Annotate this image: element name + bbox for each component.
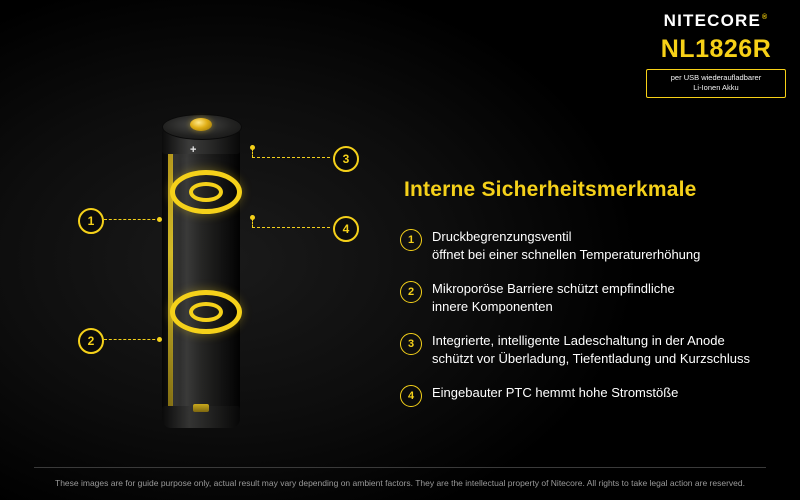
product-subtitle-line2: Li-Ionen Akku [693, 83, 739, 93]
product-subtitle [646, 69, 786, 98]
feature-number-3: 3 [400, 333, 422, 355]
leader-line-1 [104, 219, 160, 220]
footer-divider [34, 467, 766, 468]
callout-badge-3: 3 [333, 146, 359, 172]
leader-line-4 [252, 227, 330, 228]
leader-line-3 [252, 157, 330, 158]
battery-positive-button-icon [190, 118, 212, 131]
footer-disclaimer: These images are for guide purpose only, actual result may vary depending on ambient factors. They are the intellectual property of Nitecore. All rights to take legal action are reserved. [55, 478, 745, 488]
callout-badge-1: 1 [78, 208, 104, 234]
feature-text-4 [432, 384, 678, 402]
feature-item-4 [400, 384, 780, 407]
callout-badge-4: 4 [333, 216, 359, 242]
feature-4-line1: Eingebauter PTC hemmt hohe Stromstöße [432, 385, 679, 401]
feature-item-3 [400, 332, 780, 367]
leader-dot-3 [250, 145, 255, 150]
feature-text-2 [432, 280, 675, 315]
feature-number-4: 4 [400, 385, 422, 407]
battery-yellow-stripe [168, 138, 173, 426]
feature-text-3 [432, 332, 750, 367]
battery-plus-label: + [190, 144, 197, 156]
leader-dot-1 [157, 217, 162, 222]
feature-3-line1: Integrierte, intelligente Ladeschaltung in der Anode [432, 333, 725, 349]
feature-item-2 [400, 280, 780, 315]
product-subtitle-line1: per USB wiederaufladbarer [670, 73, 762, 82]
feature-number-1: 1 [400, 229, 422, 251]
leader-line-2 [104, 339, 160, 340]
callout-badge-2: 2 [78, 328, 104, 354]
feature-number-2: 2 [400, 281, 422, 303]
feature-3-line2: schützt vor Überladung, Tiefentladung und Kurzschluss [432, 350, 750, 366]
safety-ring-lower-icon [170, 290, 242, 334]
features-panel [400, 178, 780, 424]
product-model: NL1826R [660, 35, 772, 63]
feature-2-line1: Mikroporöse Barriere schützt empfindliche [432, 281, 675, 297]
feature-2-line2: innere Komponenten [432, 298, 553, 314]
battery-illustration [150, 108, 260, 428]
registered-mark-icon: ® [762, 14, 769, 22]
feature-item-1 [400, 228, 780, 263]
battery-bottom-contact-icon [193, 404, 209, 412]
safety-ring-upper-icon [170, 170, 242, 214]
feature-1-line2: öffnet bei einer schnellen Temperaturerhöhung [432, 246, 701, 262]
leader-dot-4 [250, 215, 255, 220]
feature-text-1 [432, 228, 700, 263]
brand-name [664, 12, 769, 29]
brand-block [646, 12, 786, 98]
leader-dot-2 [157, 337, 162, 342]
page-title: Interne Sicherheitsmerkmale [404, 178, 697, 201]
feature-1-line1: Druckbegrenzungsventil [432, 229, 572, 244]
brand-name-text: NITECORE [663, 11, 762, 30]
